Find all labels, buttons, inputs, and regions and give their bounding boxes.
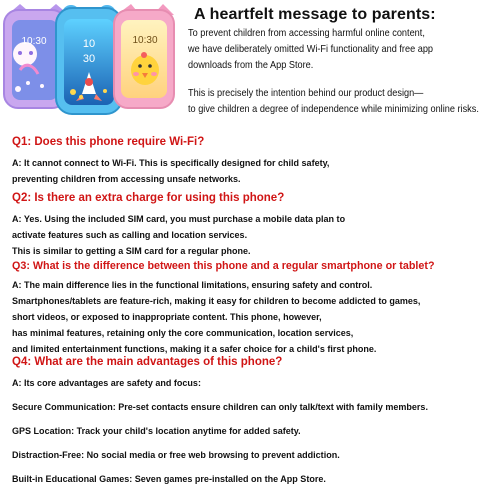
faq-answer-4-line-5: Built-in Educational Games: Seven games pre-installed on the App Store.: [12, 474, 326, 485]
faq-answer-4-line-3: GPS Location: Track your child's location anytime for added safety.: [12, 426, 301, 437]
faq-answer-2-line-1: A: Yes. Using the included SIM card, you must purchase a mobile data plan to: [12, 214, 346, 225]
faq-answer-1-line-2: preventing children from accessing unsafe networks.: [12, 174, 241, 185]
faq-answer-3-line-5: and limited entertainment functions, making it a safer choice for a child's first phone.: [12, 344, 377, 355]
faq-question-1: Q1: Does this phone require Wi-Fi?: [12, 136, 205, 148]
phones-illustration: [0, 0, 178, 120]
faq-answer-3-line-4: has minimal features, retaining only the core communication, location services,: [12, 328, 354, 339]
faq-answer-2-line-3: This is similar to getting a SIM card for a regular phone.: [12, 246, 251, 257]
hero-message-paragraph-2: [188, 86, 479, 118]
left-phone-time: 10:30: [21, 36, 47, 47]
faq-answer-4-line-1: A: Its core advantages are safety and focus:: [12, 378, 201, 389]
faq-answer-1: [12, 156, 329, 188]
center-phone-hour: 10: [82, 38, 96, 50]
center-phone-minute: 30: [82, 53, 96, 65]
faq-question-2: Q2: Is there an extra charge for using this phone?: [12, 192, 285, 204]
faq-answer-3-line-2: Smartphones/tablets are feature-rich, making it easy for children to become addicted to games,: [12, 296, 421, 307]
faq-answer-4-line-2: Secure Communication: Pre-set contacts ensure children can only talk/text with family members.: [12, 402, 428, 413]
faq-question-3: Q3: What is the difference between this phone and a regular smartphone or tablet?: [12, 260, 435, 272]
faq-answer-3-line-3: short videos, or exposed to inappropriate content. This phone, however,: [12, 312, 322, 323]
faq-answer-3-line-1: A: The main difference lies in the functional limitations, ensuring safety and control.: [12, 280, 373, 291]
faq-answer-4-line-4: Distraction-Free: No social media or free web browsing to prevent addiction.: [12, 450, 340, 461]
blue-phone: [56, 5, 122, 114]
faq-answer-3: [12, 278, 420, 358]
faq-answer-2: [12, 212, 345, 260]
right-phone-time: 10:30: [132, 35, 158, 46]
faq-answer-1-line-1: A: It cannot connect to Wi-Fi. This is specifically designed for child safety,: [12, 158, 330, 169]
page-title: A heartfelt message to parents:: [194, 6, 436, 23]
product-phones-image: [0, 0, 178, 120]
faq-answer-2-line-2: activate features such as calling and location services.: [12, 230, 248, 241]
pink-phone: [114, 4, 174, 108]
hero-message-line-5: to give children a degree of independence while minimizing online risks.: [188, 104, 479, 115]
hero-message-line-2: we have deliberately omitted Wi-Fi functionality and free app: [188, 44, 434, 55]
hero-message-line-1: To prevent children from accessing harmful online content,: [188, 28, 425, 39]
faq-answer-4: [12, 376, 428, 488]
faq-question-4: Q4: What are the main advantages of this phone?: [12, 356, 283, 368]
hero-message-line-4: This is precisely the intention behind our product design—: [188, 88, 424, 99]
hero-message-line-3: downloads from the App Store.: [188, 60, 314, 71]
hero-message-paragraph-1: [188, 26, 448, 74]
